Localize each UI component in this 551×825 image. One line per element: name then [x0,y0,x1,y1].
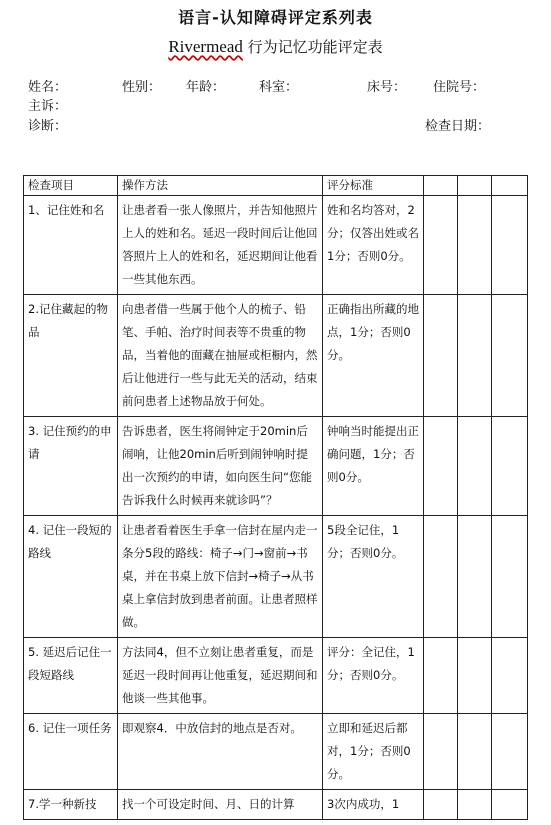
row-score: 姓和名均答对，2分；仅答出姓或名1分；否则0分。 [323,196,424,295]
table-row [24,790,528,820]
sex-label: 性别： [122,80,162,95]
header-blank-2 [458,176,492,196]
row-method: 让患者看着医生手拿一信封在屋内走一条分5段的路线：椅子→门→窗前→书桌，并在书桌上放下信封→椅子→从书桌上拿信封放到患者前面。让患者照样做。 [118,516,323,638]
complaint-label: 主诉： [28,99,68,114]
table-row [24,714,528,790]
table-header-row [24,176,528,196]
score-cell[interactable] [424,714,458,790]
document-subtitle [0,36,551,57]
row-score: 钟响当时能提出正确问题，1分；否则0分。 [323,417,424,516]
row-item: 1、记住姓和名 [24,196,118,295]
row-score: 正确指出所藏的地点，1分；否则0分。 [323,295,424,417]
score-cell[interactable] [492,417,528,516]
row-item: 2.记住藏起的物品 [24,295,118,417]
admission-no-label: 住院号： [433,80,486,95]
score-cell[interactable] [492,790,528,820]
score-cell[interactable] [424,638,458,714]
row-method: 向患者借一些属于他个人的梳子、铅笔、手帕、治疗时间表等不贵重的物品，当着他的面藏在抽屉或柜橱内，然后让他进行一些与此无关的活动，结束前问患者上述物品放于何处。 [118,295,323,417]
memory-assessment-table [23,175,528,820]
row-score: 立即和延迟后都对，1分；否则0分。 [323,714,424,790]
diagnosis-label: 诊断： [28,119,68,134]
document-title: 语言-认知障碍评定系列表 [178,8,373,27]
row-item: 6. 记住一项任务 [24,714,118,790]
header-blank-3 [492,176,528,196]
row-method: 让患者看一张人像照片，并告知他照片上人的姓和名。延迟一段时间后让他回答照片上人的姓和名，延迟期间让他看一些其他东西。 [118,196,323,295]
score-cell[interactable] [492,714,528,790]
exam-date-label: 检查日期： [425,119,491,134]
row-method: 方法同4，但不立刻让患者重复，而是延迟一段时间再让他重复，延迟期间和他谈一些其他事。 [118,638,323,714]
score-cell[interactable] [458,417,492,516]
subtitle-rest: 行为记忆功能评定表 [242,38,383,56]
row-method: 即观察4．中放信封的地点是否对。 [118,714,323,790]
row-method: 找一个可设定时间、月、日的计算 [118,790,323,820]
table-row [24,516,528,638]
score-cell[interactable] [458,714,492,790]
row-score: 5段全记住，1分；否则0分。 [323,516,424,638]
department-label: 科室： [259,80,299,95]
score-cell[interactable] [424,417,458,516]
score-cell[interactable] [492,638,528,714]
header-item: 检查项目 [24,176,118,196]
score-cell[interactable] [458,638,492,714]
row-item: 4. 记住一段短的路线 [24,516,118,638]
score-cell[interactable] [424,790,458,820]
score-cell[interactable] [458,196,492,295]
score-cell[interactable] [492,196,528,295]
table-row [24,638,528,714]
row-score: 3次内成功，1 [323,790,424,820]
table-row [24,196,528,295]
bed-label: 床号： [367,80,407,95]
score-cell[interactable] [458,516,492,638]
row-score: 评分：全记住，1分；否则0分。 [323,638,424,714]
score-cell[interactable] [424,196,458,295]
name-label: 姓名： [28,80,68,95]
row-item: 3. 记住预约的申请 [24,417,118,516]
score-cell[interactable] [424,516,458,638]
age-label: 年龄： [186,80,226,95]
row-item: 7.学一种新技 [24,790,118,820]
table-row [24,417,528,516]
score-cell[interactable] [424,295,458,417]
row-item: 5. 延迟后记住一段短路线 [24,638,118,714]
subtitle-latin: Rivermead [168,37,243,56]
score-cell[interactable] [458,295,492,417]
score-cell[interactable] [492,516,528,638]
table-row [24,295,528,417]
score-cell[interactable] [458,790,492,820]
header-method: 操作方法 [118,176,323,196]
score-cell[interactable] [492,295,528,417]
header-score: 评分标准 [323,176,424,196]
header-blank-1 [424,176,458,196]
row-method: 告诉患者，医生将闹钟定于20min后闹响，让他20min后听到闹钟响时提出一次预约的申请，如向医生问“您能告诉我什么时候再来就诊吗”？ [118,417,323,516]
